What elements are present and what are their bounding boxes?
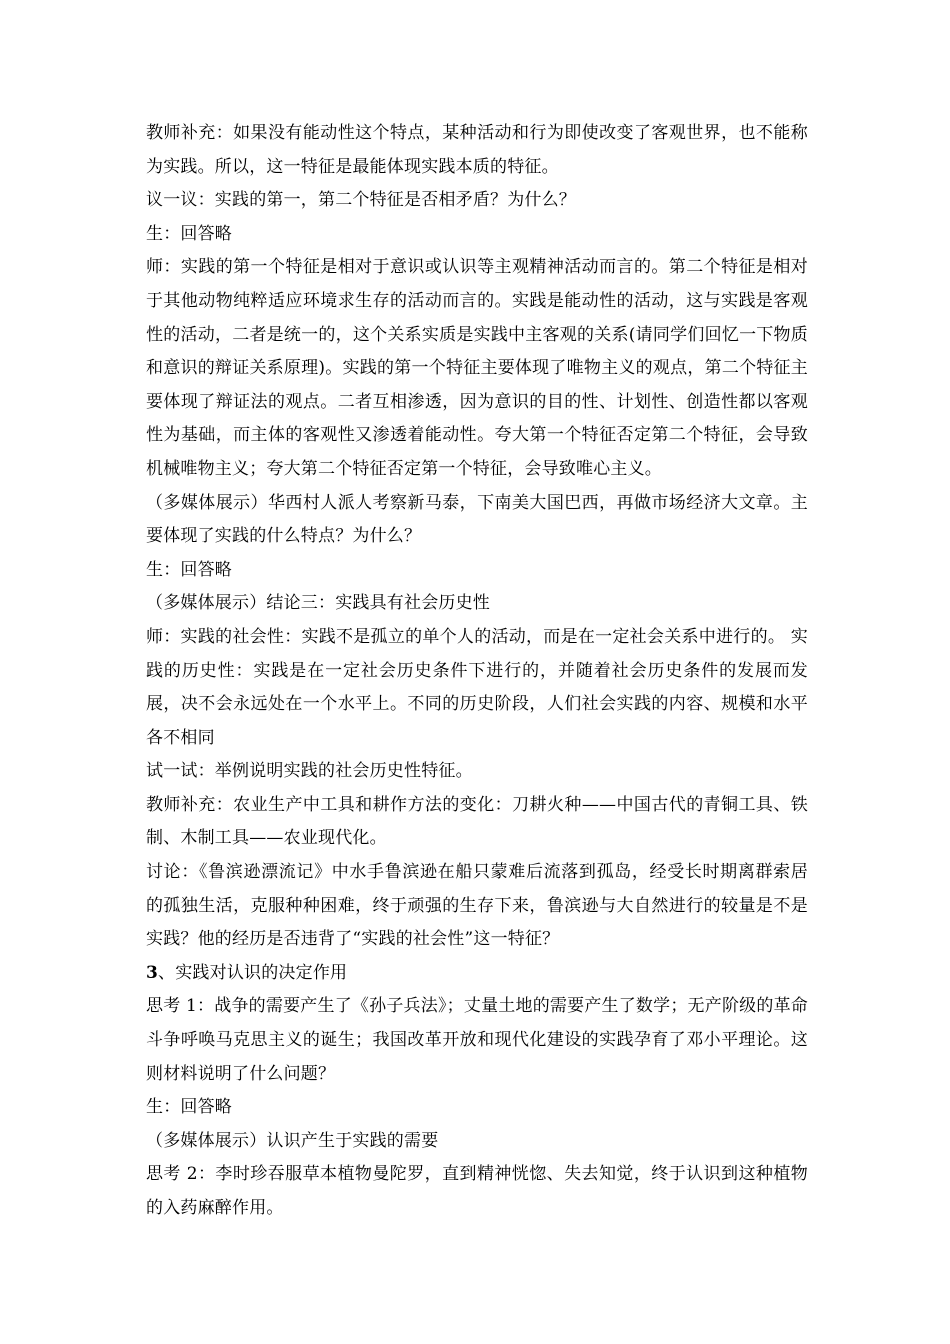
paragraph-thinking-2: 思考 2：李时珍吞服草本植物曼陀罗，直到精神恍惚、失去知觉，终于认识到这种植物的入药麻醉作用。: [146, 1164, 808, 1218]
paragraph-multimedia-cognition: （多媒体展示）认识产生于实践的需要: [146, 1130, 439, 1151]
paragraph-teacher-supplement-1: 教师补充：如果没有能动性这个特点，某种活动和行为即使改变了客观世界，也不能称为实践。所以，这一特征是最能体现实践本质的特征。: [146, 123, 808, 177]
paragraph-teacher-explanation: 师：实践的第一个特征是相对于意识或认识等主观精神活动而言的。第二个特征是相对于其他动物纯粹适应环境求生存的活动而言的。实践是能动性的活动，这与实践是客观性的活动，二者是统一的，这个关系实质是实践中主客观的关系(请同学们回忆一下物质和意识的辩证关系原理)。实践的第一个特征主要体现了唯物主义的观点，第二个特征主要体现了辩证法的观点。二者互相渗透，因为意识的目的性、计划性、创造性都以客观性为基础，而主体的客观性又渗透着能动性。夸大第一个特征否定第二个特征，会导致机械唯物主义；夸大第二个特征否定第一个特征，会导致唯心主义。: [146, 257, 808, 479]
section-heading-3: [146, 957, 808, 991]
paragraph-multimedia-huaxi: （多媒体展示）华西村人派人考察新马泰，下南美大国巴西，再做市场经济大文章。主要体现了实践的什么特点？为什么？: [146, 492, 808, 547]
paragraph-social-historical: 师：实践的社会性：实践不是孤立的单个人的活动，而是在一定社会关系中进行的。 实践的历史性：实践是在一定社会历史条件下进行的，并随着社会历史条件的发展而发展，决不会永远处在一个水平上。不同的历史阶段，人们社会实践的内容、规模和水平各不相同: [146, 626, 808, 748]
paragraph-teacher-supplement-2: 教师补充：农业生产中工具和耕作方法的变化：刀耕火种——中国古代的青铜工具、铁制、木制工具——农业现代化。: [146, 794, 808, 849]
document-body: [146, 117, 808, 1226]
paragraph-thinking-1: 思考 1：战争的需要产生了《孙子兵法》；丈量土地的需要产生了数学；无产阶级的革命斗争呼唤马克思主义的诞生；我国改革开放和现代化建设的实践孕育了邓小平理论。这则材料说明了什么问题？: [146, 996, 808, 1084]
paragraph-discussion-question: 议一议：实践的第一，第二个特征是否相矛盾？为什么？: [146, 190, 576, 211]
paragraph-robinson-discussion: 讨论：《鲁滨逊漂流记》中水手鲁滨逊在船只蒙难后流落到孤岛，经受长时期离群索居的孤独生活，克服种种困难，终于顽强的生存下来，鲁滨逊与大自然进行的较量是不是实践？他的经历是否违背了“实践的社会性”这一特征？: [146, 862, 808, 950]
paragraph-try-example: 试一试：举例说明实践的社会历史性特征。: [146, 761, 473, 782]
paragraph-student-answer-1: 生：回答略: [146, 223, 232, 244]
paragraph-student-answer-3: 生：回答略: [146, 1097, 232, 1118]
section-title: 、实践对认识的决定作用: [158, 962, 348, 983]
paragraph-conclusion-three: （多媒体展示）结论三：实践具有社会历史性: [146, 593, 490, 614]
section-number: 3: [146, 962, 159, 983]
paragraph-student-answer-2: 生：回答略: [146, 559, 232, 580]
